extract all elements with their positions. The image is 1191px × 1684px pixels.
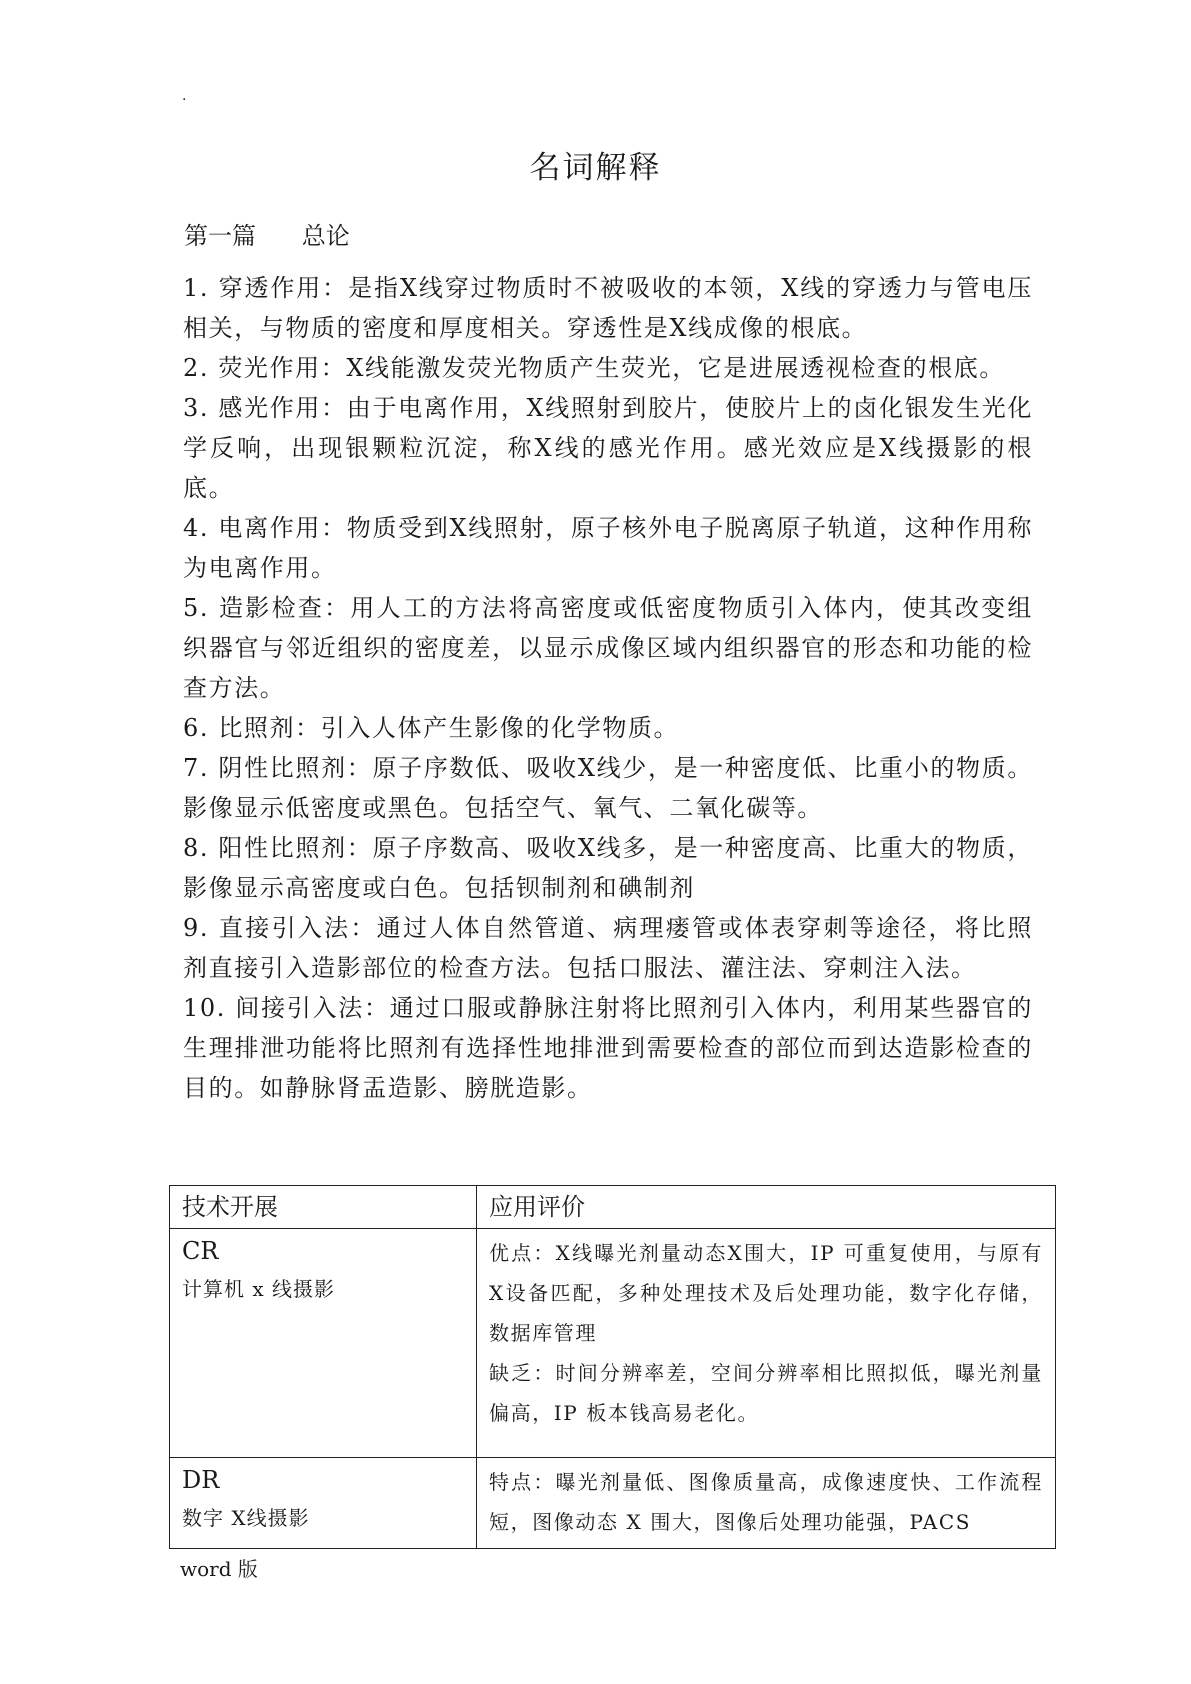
definition-paragraph: 7. 阴性比照剂：原子序数低、吸收X线少，是一种密度低、比重小的物质。影像显示低密度或黑色。包括空气、氧气、二氧化碳等。 xyxy=(183,754,1033,822)
table-header-row xyxy=(170,1186,1056,1229)
definition-paragraph: 2. 荧光作用：X线能激发荧光物质产生荧光，它是进展透视检查的根底。 xyxy=(183,354,1006,382)
tech-full-name: 数字 X线摄影 xyxy=(182,1506,310,1530)
definition-paragraph: 3. 感光作用：由于电离作用，X线照射到胶片，使胶片上的卤化银发生光化学反响，出现银颗粒沉淀，称X线的感光作用。感光效应是X线摄影的根底。 xyxy=(183,394,1033,502)
evaluation-text: 缺乏：时间分辨率差，空间分辨率相比照拟低，曝光剂量偏高，IP 板本钱高易老化。 xyxy=(489,1361,1043,1425)
table-row xyxy=(170,1229,1056,1458)
evaluation-text: 特点：曝光剂量低、图像质量高，成像速度快、工作流程短，图像动态 X 围大，图像后处理功能强，PACS xyxy=(489,1470,1043,1534)
tech-cell xyxy=(170,1229,477,1458)
technology-table xyxy=(169,1185,1056,1549)
header-dot: . xyxy=(182,88,187,104)
definition-paragraph: 8. 阳性比照剂：原子序数高、吸收X线多，是一种密度高、比重大的物质，影像显示高密度或白色。包括钡制剂和碘制剂 xyxy=(183,834,1033,902)
definitions-list xyxy=(183,268,1033,1108)
evaluation-text: 优点：X线曝光剂量动态X围大，IP 可重复使用，与原有 X设备匹配，多种处理技术及后处理功能，数字化存储，数据库管理 xyxy=(489,1241,1043,1345)
tech-abbr: CR xyxy=(182,1237,219,1265)
definition-paragraph: 6. 比照剂：引入人体产生影像的化学物质。 xyxy=(183,714,680,742)
page-title: 名词解释 xyxy=(529,150,662,186)
evaluation-cell xyxy=(477,1458,1056,1549)
tech-abbr: DR xyxy=(182,1466,220,1494)
footer-label: word 版 xyxy=(180,1557,258,1581)
definition-paragraph: 5. 造影检查：用人工的方法将高密度或低密度物质引入体内，使其改变组织器官与邻近组织的密度差，以显示成像区域内组织器官的形态和功能的检查方法。 xyxy=(183,594,1033,702)
definition-paragraph: 4. 电离作用：物质受到X线照射，原子核外电子脱离原子轨道，这种作用称为电离作用。 xyxy=(183,514,1033,582)
definition-paragraph: 1. 穿透作用：是指X线穿过物质时不被吸收的本领，X线的穿透力与管电压相关，与物质的密度和厚度相关。穿透性是X线成像的根底。 xyxy=(183,274,1033,342)
section-heading: 第一篇 总论 xyxy=(184,222,350,250)
tech-cell xyxy=(170,1458,477,1549)
table-row xyxy=(170,1458,1056,1549)
evaluation-cell xyxy=(477,1229,1056,1458)
definition-paragraph: 10. 间接引入法：通过口服或静脉注射将比照剂引入体内，利用某些器官的生理排泄功能将比照剂有选择性地排泄到需要检查的部位而到达造影检查的目的。如静脉肾盂造影、膀胱造影。 xyxy=(183,994,1033,1102)
definition-paragraph: 9. 直接引入法：通过人体自然管道、病理瘘管或体表穿刺等途径，将比照剂直接引入造影部位的检查方法。包括口服法、灌注法、穿刺注入法。 xyxy=(183,914,1033,982)
tech-full-name: 计算机 x 线摄影 xyxy=(182,1277,335,1301)
table-header-cell: 应用评价 xyxy=(477,1186,1056,1229)
table-header-cell: 技术开展 xyxy=(170,1186,477,1229)
